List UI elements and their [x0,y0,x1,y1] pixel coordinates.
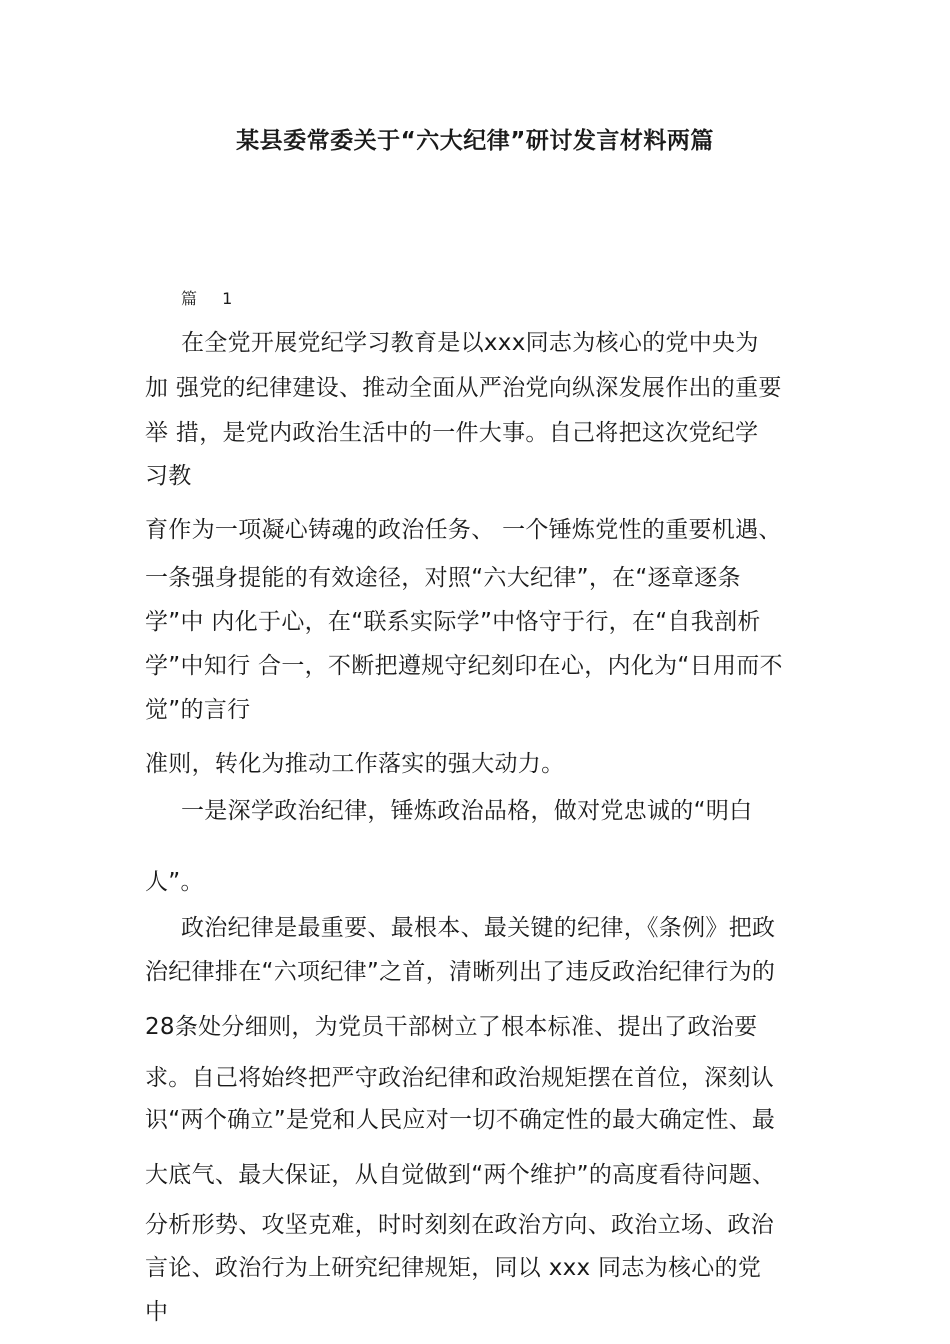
body-line: 学”中知行 合一，不断把遵规守纪刻印在心，内化为“日用而不 [145,653,783,679]
body-line: 识“两个确立”是党和人民应对一切不确定性的最大确定性、最 [145,1107,776,1133]
body-line: 分析形势、攻坚克难，时时刻刻在政治方向、政治立场、政治 [145,1212,775,1238]
document-title: 某县委常委关于“六大纪律”研讨发言材料两篇 [236,128,714,154]
body-line: 中 [145,1299,169,1325]
body-line: 一是深学政治纪律，锤炼政治品格，做对党忠诚的“明白 [181,798,753,824]
body-line: 人”。 [145,869,204,895]
body-line: 言论、政治行为上研究纪律规矩，同以 xxx 同志为核心的党 [145,1255,762,1281]
body-line: 学”中 内化于心，在“联系实际学”中恪守于行，在“自我剖析 [145,609,761,635]
body-line: 育作为一项凝心铸魂的政治任务、 一个锤炼党性的重要机遇、 [145,517,782,543]
body-line: 在全党开展党纪学习教育是以xxx同志为核心的党中央为 [181,330,759,356]
body-line: 加 强党的纪律建设、推动全面从严治党向纵深发展作出的重要 [145,375,782,401]
section-label: 篇 1 [181,289,243,308]
body-line: 28条处分细则，为党员干部树立了根本标准、提出了政治要 [145,1014,758,1040]
body-line: 求。自己将始终把严守政治纪律和政治规矩摆在首位，深刻认 [145,1065,775,1091]
body-line: 治纪律排在“六项纪律”之首，清晰列出了违反政治纪律行为的 [145,959,776,985]
body-line: 举 措，是党内政治生活中的一件大事。自己将把这次党纪学 [145,420,759,446]
body-line: 政治纪律是最重要、最根本、最关键的纪律，《条例》把政 [181,915,776,941]
body-line: 大底气、最大保证，从自觉做到“两个维护”的高度看待问题、 [145,1162,776,1188]
body-line: 习教 [145,463,192,489]
body-line: 准则，转化为推动工作落实的强大动力。 [145,751,565,777]
body-line: 一条强身提能的有效途径，对照“六大纪律”，在“逐章逐条 [145,565,741,591]
body-line: 觉”的言行 [145,697,251,723]
